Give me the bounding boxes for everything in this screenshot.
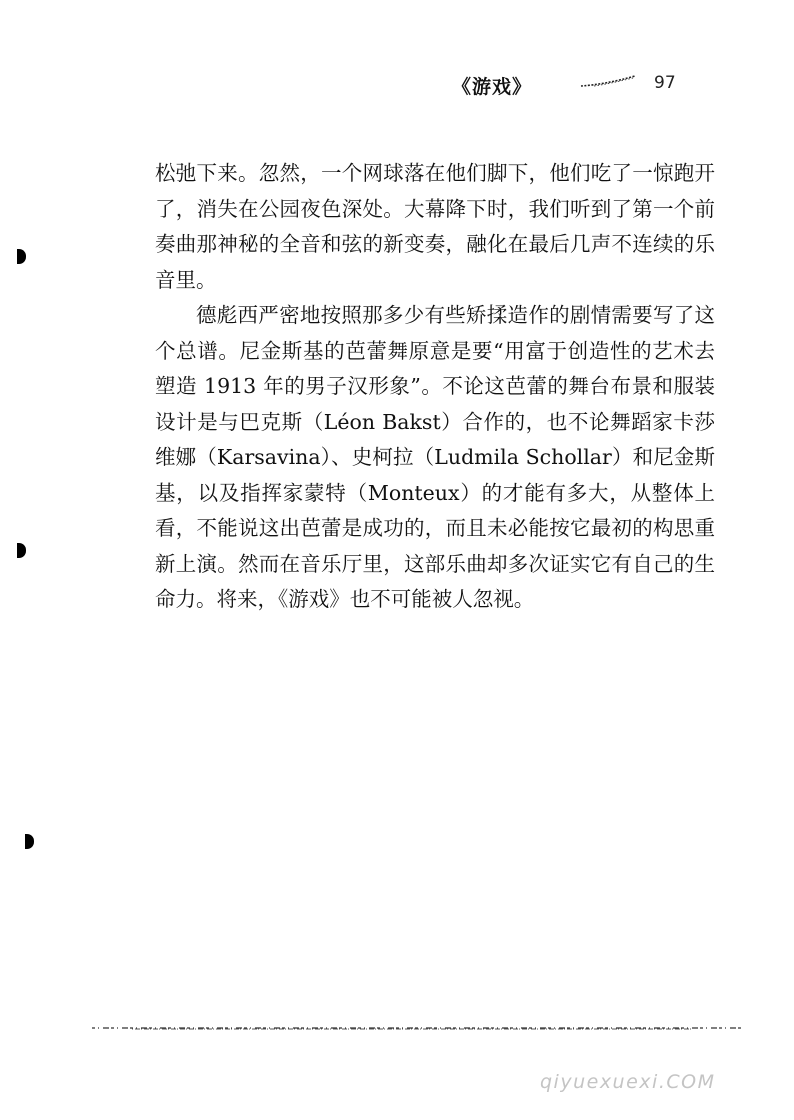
header-title: 《游戏》: [452, 76, 533, 98]
binding-hole-mark: [25, 834, 34, 849]
running-header: [452, 72, 692, 102]
binding-hole-mark: [17, 543, 26, 558]
binding-hole-mark: [17, 249, 26, 264]
paragraph: 松弛下来。忽然，一个网球落在他们脚下，他们吃了一惊跑开了，消失在公园夜色深处。大幕降下时，我们听到了第一个前奏曲那神秘的全音和弦的新变奏，融化在最后几声不连续的乐音里。: [155, 161, 715, 292]
bottom-rule: [92, 1025, 742, 1033]
header-ornament-icon: [580, 74, 636, 88]
site-watermark: qiyuexuexi.COM: [540, 1071, 716, 1093]
body-text: [155, 156, 715, 618]
paragraph: 德彪西严密地按照那多少有些矫揉造作的剧情需要写了这个总谱。尼金斯基的芭蕾舞原意是要“用富于创造性的艺术去塑造 1913 年的男子汉形象”。不论这芭蕾的舞台布景和服装设计是与巴克斯（Léon Bakst）合作的，也不论舞蹈家卡莎维娜（Karsavina）、史柯拉（Ludmila Schollar）和尼金斯基，以及指挥家蒙特（Monteux）的才能有多大，从整体上看，不能说这出芭蕾是成功的，而且未必能按它最初的构思重新上演。然而在音乐厅里，这部乐曲却多次证实它有自己的生命力。将来，《游戏》也不可能被人忽视。: [155, 303, 715, 611]
page-number: 97: [654, 73, 676, 93]
